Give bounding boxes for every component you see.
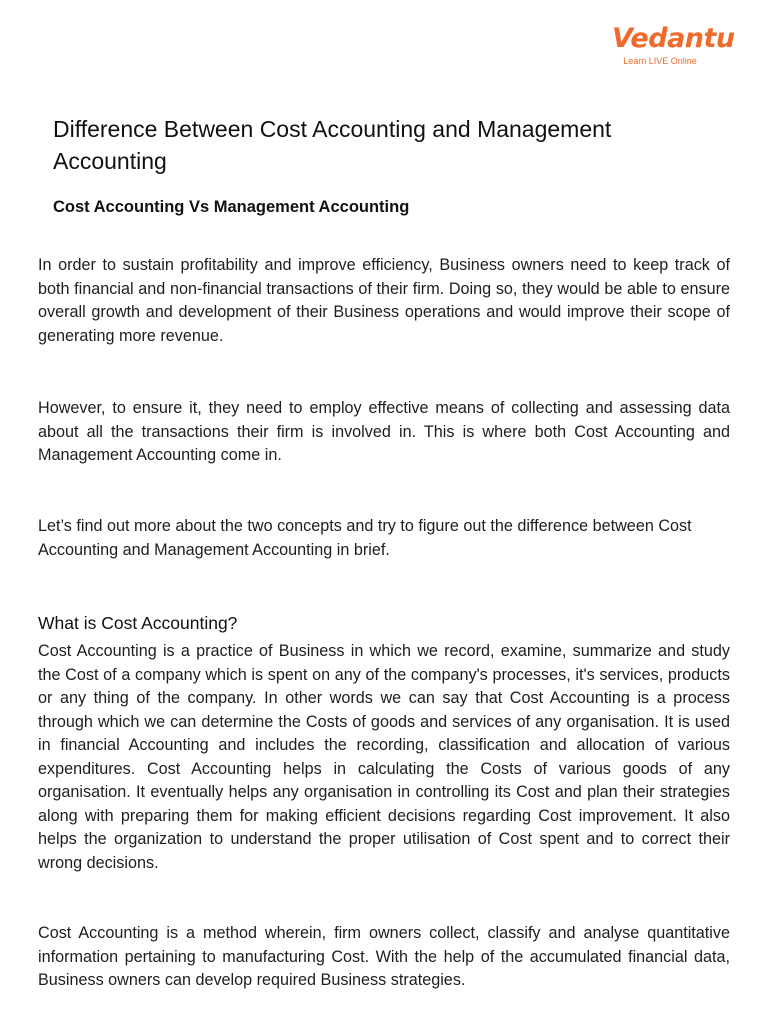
section-heading: What is Cost Accounting? (38, 613, 238, 633)
page-title: Difference Between Cost Accounting and Management Accounting (53, 116, 612, 174)
intro-paragraph: Let’s find out more about the two concepts and try to figure out the difference between Cost Accounting and Management Accounting in brief. (38, 517, 692, 559)
section-paragraph: Cost Accounting is a method wherein, firm owners collect, classify and analyse quantitative information pertaining to manufacturing Cost. With the help of the accumulated financial data, Business owners can develop required Business strategies. (38, 924, 730, 989)
vedantu-logo (612, 22, 735, 66)
logo-tagline: Learn LIVE Online (623, 56, 697, 66)
intro-paragraph: However, to ensure it, they need to employ effective means of collecting and assessing data about all the transactions their firm is involved in. This is where both Cost Accounting and Management Accounting come in. (38, 399, 730, 464)
page-subtitle: Cost Accounting Vs Management Accounting (53, 198, 410, 216)
section-paragraph: Cost Accounting is a practice of Business in which we record, examine, summarize and study the Cost of a company which is spent on any of the company's processes, it's services, products or any thing of the company. In other words we can say that Cost Accounting is a process through which we can determine the Costs of goods and services of any organisation. It is used in financial Accounting and includes the recording, classification and allocation of various expenditures. Cost Accounting helps in calculating the Costs of various goods of any organisation. It eventually helps any organisation in controlling its Cost and plan their strategies along with preparing them for making efficient decisions regarding Cost improvement. It also helps the organization to understand the proper utilisation of Cost spent and to correct their wrong decisions. (38, 642, 730, 872)
logo-wordmark: Vedantu (612, 23, 735, 54)
intro-paragraph: In order to sustain profitability and improve efficiency, Business owners need to keep track of both financial and non-financial transactions of their firm. Doing so, they would be able to ensure overall growth and development of their Business operations and would improve their scope of generating more revenue. (38, 256, 730, 345)
